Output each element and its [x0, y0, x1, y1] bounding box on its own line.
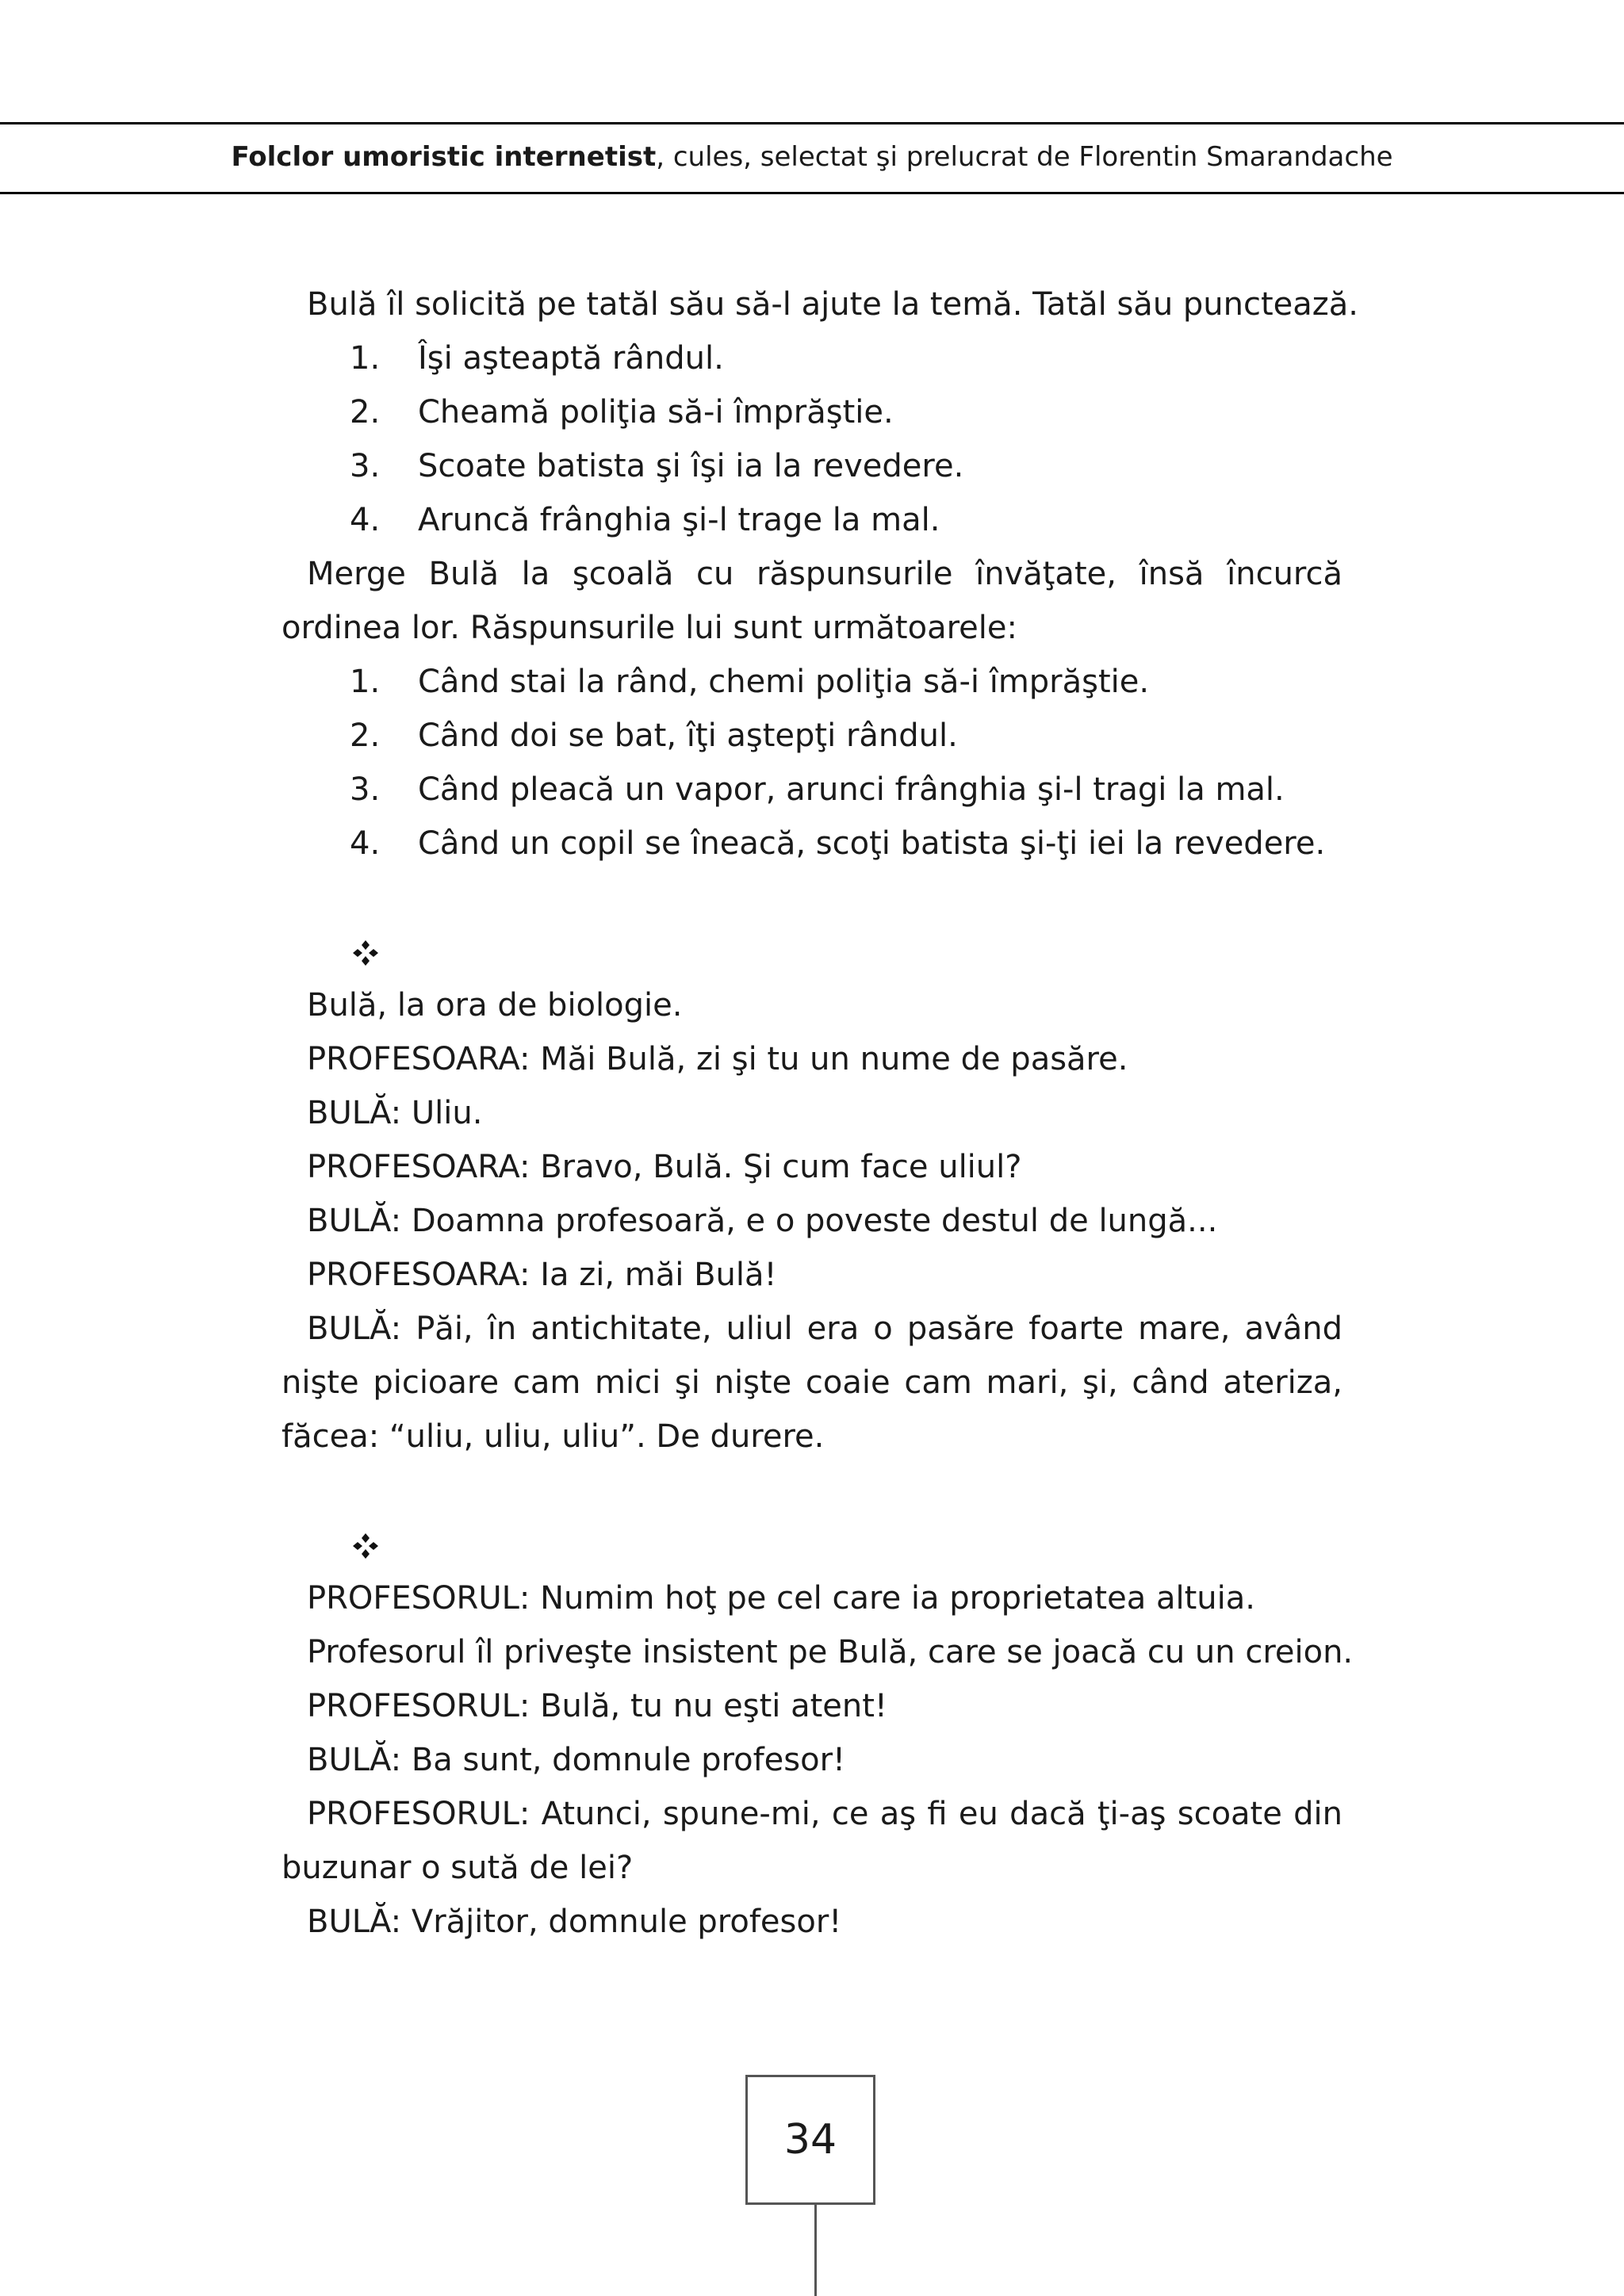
page-body — [282, 277, 1358, 1949]
story3-line: PROFESORUL: Bulă, tu nu eşti atent! — [307, 1688, 887, 1724]
list-item-text: Aruncă frânghia şi-l trage la mal. — [418, 502, 940, 538]
story1-middle: Merge Bulă la şcoală cu răspunsurile învăţate, însă încurcă ordinea lor. Răspunsurile lui sunt următoarele: — [282, 556, 1342, 646]
story3-line: PROFESORUL: Numim hoţ pe cel care ia proprietatea altuia. — [307, 1580, 1255, 1617]
section-gap — [282, 1464, 1342, 1517]
list-item-text: Când doi se bat, îţi aştepţi rândul. — [418, 718, 958, 754]
list-item-text: Când stai la rând, chemi poliţia să-i împrăştie. — [418, 664, 1150, 700]
list-item-text: Scoate batista şi îşi ia la revedere. — [418, 448, 964, 484]
story2-line: BULĂ: Uliu. — [307, 1095, 483, 1131]
story1-intro: Bulă îl solicită pe tatăl său să-l ajute la temă. Tatăl său punctează. — [307, 286, 1358, 323]
list-item-number: 3. — [350, 771, 381, 808]
header-title-bold: Folclor umoristic internetist — [231, 141, 657, 173]
list-item-number: 3. — [350, 448, 381, 484]
four-diamond-ornament-icon — [351, 939, 380, 967]
story3-line: BULĂ: Vrăjitor, domnule profesor! — [307, 1904, 842, 1940]
list-item-number: 2. — [350, 718, 381, 754]
story3-line: Profesorul îl priveşte insistent pe Bulă, care se joacă cu un creion. — [307, 1634, 1354, 1670]
story2-line: BULĂ: Doamna profesoară, e o poveste destul de lungă... — [307, 1203, 1218, 1239]
story2-line: BULĂ: Păi, în antichitate, uliul era o pasăre foarte mare, având nişte picioare cam mici şi nişte coaie cam mari, şi, când ateriza, făcea: “uliu, uliu, uliu”. De durere. — [282, 1311, 1342, 1455]
header-title-rest: , cules, selectat şi prelucrat de Florentin Smarandache — [656, 141, 1393, 173]
story3-line: PROFESORUL: Atunci, spune-mi, ce aş fi eu dacă ţi-aş scoate din buzunar o sută de lei? — [282, 1796, 1342, 1886]
list-item-text: Când un copil se îneacă, scoţi batista şi-ţi iei la revedere. — [418, 825, 1326, 862]
list-item-number: 2. — [350, 394, 381, 430]
list-item — [282, 655, 1342, 709]
page-number: 34 — [783, 2116, 837, 2164]
story2-line: Bulă, la ora de biologie. — [307, 987, 683, 1024]
story1-list-dad — [282, 331, 1342, 547]
list-item-number: 1. — [350, 664, 381, 700]
list-item — [282, 439, 1342, 493]
four-diamond-ornament-icon — [351, 1532, 380, 1560]
page-number-box — [745, 2075, 875, 2205]
list-item — [282, 493, 1342, 547]
header-rule-bottom — [0, 192, 1624, 194]
story2-line: PROFESOARA: Bravo, Bulă. Şi cum face uliul? — [307, 1149, 1022, 1185]
list-item — [282, 331, 1342, 385]
list-item — [282, 385, 1342, 439]
story1-list-bula — [282, 655, 1342, 871]
running-header — [0, 138, 1624, 176]
section-gap — [282, 871, 1342, 924]
section-ornament — [282, 1517, 1342, 1571]
list-item — [282, 709, 1342, 763]
page-number-stem — [814, 2205, 817, 2296]
story3-line: BULĂ: Ba sunt, domnule profesor! — [307, 1742, 846, 1778]
list-item-text: Cheamă poliţia să-i împrăştie. — [418, 394, 894, 430]
list-item-text: Îşi aşteaptă rândul. — [418, 340, 724, 377]
list-item-text: Când pleacă un vapor, arunci frânghia şi-l tragi la mal. — [418, 771, 1285, 808]
header-rule-top — [0, 122, 1624, 124]
section-ornament — [282, 924, 1342, 978]
list-item-number: 4. — [350, 502, 381, 538]
list-item — [282, 763, 1342, 817]
list-item — [282, 817, 1342, 871]
story2-line: PROFESOARA: Măi Bulă, zi şi tu un nume de pasăre. — [307, 1041, 1128, 1077]
list-item-number: 1. — [350, 340, 381, 377]
list-item-number: 4. — [350, 825, 381, 862]
story2-line: PROFESOARA: Ia zi, măi Bulă! — [307, 1257, 777, 1293]
